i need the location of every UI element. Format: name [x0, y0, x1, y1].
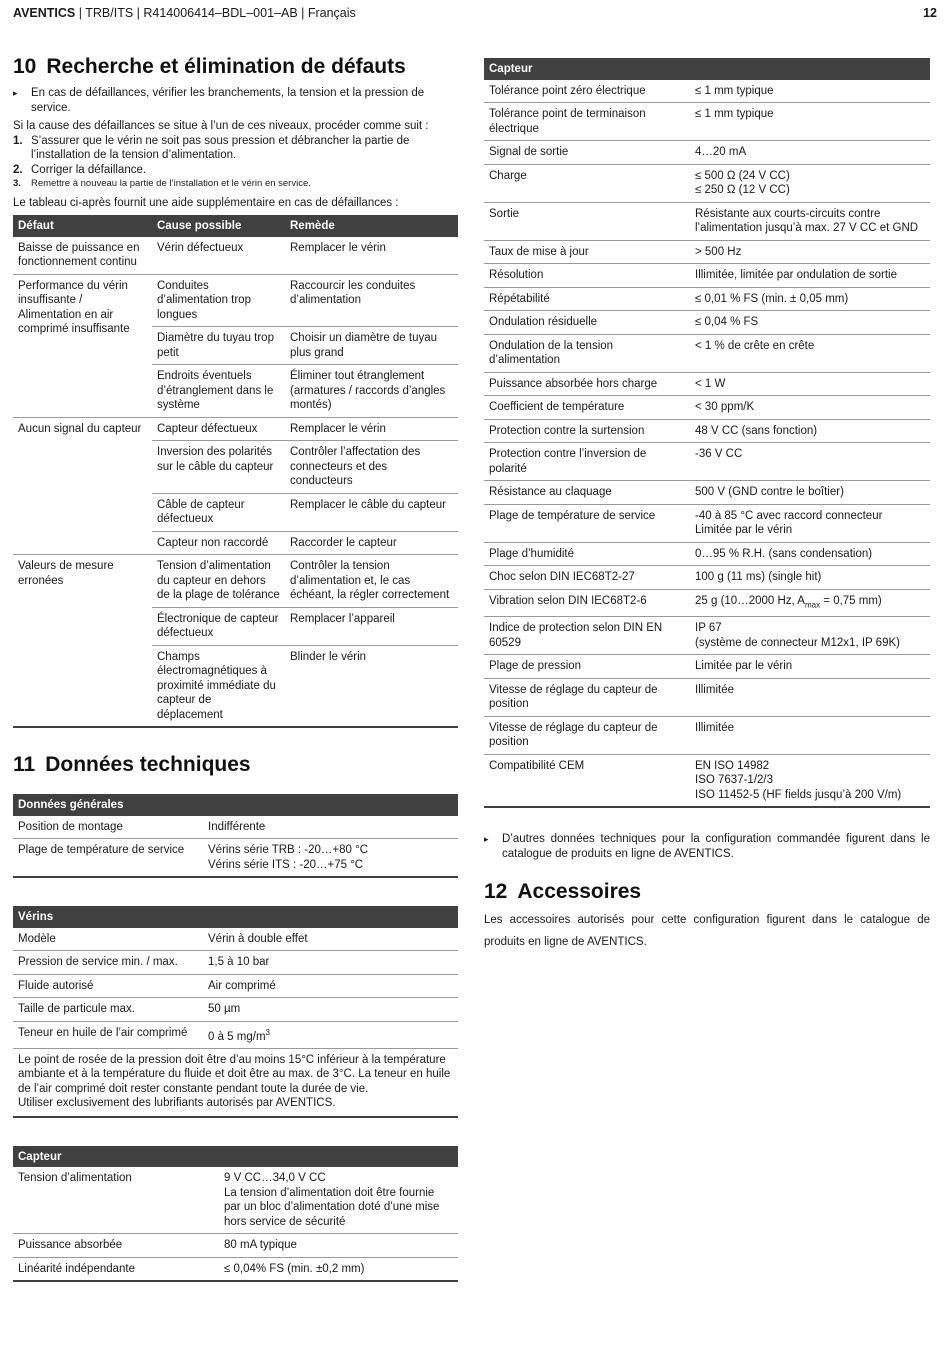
- table-row: [13, 928, 458, 951]
- spec-value: 100 g (11 ms) (single hit): [690, 566, 930, 590]
- spec-label: Vitesse de réglage du capteur de position: [484, 678, 690, 716]
- spec-value: ≤ 1 mm typique: [690, 103, 930, 141]
- cylinders-table: [13, 906, 458, 1118]
- spec-label: Tolérance point de terminaison électrique: [484, 103, 690, 141]
- table-heading: Capteur: [13, 1146, 458, 1168]
- table-row: [484, 80, 930, 103]
- spec-value: ≤ 0,01 % FS (min. ± 0,05 mm): [690, 287, 930, 311]
- spec-label: Résolution: [484, 264, 690, 288]
- defaut-cell: Aucun signal du capteur: [13, 417, 152, 555]
- spec-label: Ondulation de la tension d’alimentation: [484, 334, 690, 372]
- spec-value: 500 V (GND contre le boîtier): [690, 481, 930, 505]
- sensor-table-right: [484, 58, 930, 808]
- cause-cell: Endroits éventuels d’étranglement dans le système: [152, 365, 285, 418]
- spec-value: 4…20 mA: [690, 141, 930, 165]
- spec-label: Signal de sortie: [484, 141, 690, 165]
- spec-label: Plage de température de service: [484, 504, 690, 542]
- spec-value: 9 V CC…34,0 V CC La tension d’alimentation doit être fournie par un bloc d’alimentation doté d’une mise hors service de sécurité: [219, 1167, 458, 1234]
- accessories-text: Les accessoires autorisés pour cette configuration figurent dans le catalogue de produits en ligne de AVENTICS.: [484, 914, 930, 949]
- bullet-check-connections: ▸ En cas de défaillances, vérifier les branchements, la tension et la pression de service.: [13, 86, 458, 115]
- section-number: 10: [13, 55, 37, 78]
- table-row: [13, 974, 458, 998]
- spec-value: ≤ 500 Ω (24 V CC) ≤ 250 Ω (12 V CC): [690, 164, 930, 202]
- table-heading: Données générales: [13, 794, 458, 816]
- spec-label: Taux de mise à jour: [484, 240, 690, 264]
- document-reference: | TRB/ITS | R414006414–BDL–001–AB | Français: [75, 6, 356, 20]
- remede-cell: Remplacer le vérin: [285, 417, 458, 441]
- spec-label: Charge: [484, 164, 690, 202]
- general-data-table: [13, 794, 458, 878]
- table-heading: Capteur: [484, 58, 930, 80]
- step-2: 2. Corriger la défaillance.: [13, 163, 147, 176]
- table-row: [484, 311, 930, 335]
- table-row: [484, 617, 930, 655]
- cause-cell: Câble de capteur défectueux: [152, 493, 285, 531]
- table-row: [484, 481, 930, 505]
- table-row: [484, 443, 930, 481]
- section-number: 11: [13, 753, 36, 776]
- spec-value: < 1 % de crête en crête: [690, 334, 930, 372]
- spec-label: Taille de particule max.: [13, 998, 203, 1022]
- spec-label: Pression de service min. / max.: [13, 951, 203, 975]
- left-column: [13, 54, 458, 1282]
- page-header: [13, 6, 937, 24]
- col-header-remede: Remède: [285, 215, 458, 237]
- remede-cell: Contrôler l’affectation des connecteurs et des conducteurs: [285, 441, 458, 494]
- procedure-steps: [13, 134, 458, 192]
- table-row: [13, 839, 458, 878]
- table-row: [484, 589, 930, 617]
- remede-cell: Remplacer le vérin: [285, 237, 458, 275]
- remede-cell: Remplacer le câble du capteur: [285, 493, 458, 531]
- spec-label: Teneur en huile de l’air comprimé: [13, 1021, 203, 1048]
- spec-label: Vibration selon DIN IEC68T2-6: [484, 589, 690, 617]
- cause-cell: Électronique de capteur défectueux: [152, 607, 285, 645]
- spec-value: < 30 ppm/K: [690, 396, 930, 420]
- table-row: [484, 754, 930, 807]
- spec-label: Plage de température de service: [13, 839, 203, 878]
- troubleshooting-table: [13, 215, 458, 728]
- spec-label: Puissance absorbée hors charge: [484, 372, 690, 396]
- table-row: [484, 566, 930, 590]
- table-row: [13, 951, 458, 975]
- spec-value: Illimitée, limitée par ondulation de sortie: [690, 264, 930, 288]
- remede-cell: Raccorder le capteur: [285, 531, 458, 555]
- remede-cell: Blinder le vérin: [285, 645, 458, 727]
- spec-value: Vérins série TRB : -20…+80 °C Vérins série ITS : -20…+75 °C: [203, 839, 458, 878]
- section-10-heading: [13, 54, 458, 80]
- spec-label: Tension d’alimentation: [13, 1167, 219, 1234]
- cause-cell: Tension d’alimentation du capteur en dehors de la plage de tolérance: [152, 555, 285, 608]
- table-row: [13, 1167, 458, 1234]
- sensor-table-left: [13, 1146, 458, 1283]
- spec-label: Plage d’humidité: [484, 542, 690, 566]
- section-title: Accessoires: [517, 880, 642, 904]
- spec-value: Illimitée: [690, 678, 930, 716]
- table-row: [13, 237, 458, 275]
- cause-cell: Capteur non raccordé: [152, 531, 285, 555]
- table-row: [484, 678, 930, 716]
- spec-value: 50 µm: [203, 998, 458, 1022]
- spec-label: Protection contre l’inversion de polarité: [484, 443, 690, 481]
- spec-value: 0 à 5 $mg/m^3$: [203, 1021, 458, 1048]
- section-11-heading: [13, 752, 458, 778]
- table-row: [484, 264, 930, 288]
- table-row: [484, 504, 930, 542]
- cylinders-note: Le point de rosée de la pression doit être d’au moins 15°C inférieur à la température ambiante et à la température du fluide et doit être au max. de 3°C. La teneur en huile de l’air comprimé doit rester constante pendant toute la durée de vie. Utiliser exclusivement des lubrifiants autorisés par AVENTICS.: [13, 1048, 458, 1117]
- spec-value: 0…95 % R.H. (sans condensation): [690, 542, 930, 566]
- spec-value: Résistante aux courts-circuits contre l’alimentation jusqu’à max. 27 V CC et GND: [690, 202, 930, 240]
- table-row: [484, 164, 930, 202]
- table-row: [13, 1021, 458, 1048]
- table-header: [13, 215, 458, 237]
- table-row: [13, 274, 458, 327]
- section-12-heading: [484, 879, 930, 905]
- spec-value: Limitée par le vérin: [690, 655, 930, 679]
- spec-label: Plage de pression: [484, 655, 690, 679]
- spec-label: Ondulation résiduelle: [484, 311, 690, 335]
- table-heading: Vérins: [13, 906, 458, 928]
- spec-value: 1,5 à 10 bar: [203, 951, 458, 975]
- cause-cell: Champs électromagnétiques à proximité immédiate du capteur de déplacement: [152, 645, 285, 727]
- spec-label: Compatibilité CEM: [484, 754, 690, 807]
- spec-value: Indifférente: [203, 816, 458, 839]
- table-row: [13, 555, 458, 608]
- table-row: [13, 998, 458, 1022]
- table-row: [13, 816, 458, 839]
- spec-value: Air comprimé: [203, 974, 458, 998]
- remede-cell: Choisir un diamètre de tuyau plus grand: [285, 327, 458, 365]
- spec-value: -40 à 85 °C avec raccord connecteur Limitée par le vérin: [690, 504, 930, 542]
- spec-value: < 1 W: [690, 372, 930, 396]
- spec-label: Indice de protection selon DIN EN 60529: [484, 617, 690, 655]
- table-row: [13, 417, 458, 441]
- defaut-cell: Valeurs de mesure erronées: [13, 555, 152, 728]
- procedure-intro: Si la cause des défaillances se situe à l’un de ces niveaux, procéder comme suit :: [13, 120, 429, 132]
- table-row: [484, 542, 930, 566]
- col-header-cause: Cause possible: [152, 215, 285, 237]
- table-row: [484, 334, 930, 372]
- right-column: [484, 58, 930, 953]
- cause-cell: Conduites d’alimentation trop longues: [152, 274, 285, 327]
- table-row: [484, 141, 930, 165]
- spec-value: 25 g (10…2000 Hz, $A_{max} = 0,75$ mm): [690, 589, 930, 617]
- table-row: [484, 419, 930, 443]
- defaut-cell: Baisse de puissance en fonctionnement continu: [13, 237, 152, 275]
- spec-label: Choc selon DIN IEC68T2-27: [484, 566, 690, 590]
- spec-label: Fluide autorisé: [13, 974, 203, 998]
- spec-value: ≤ 0,04 % FS: [690, 311, 930, 335]
- spec-label: Coefficient de température: [484, 396, 690, 420]
- spec-label: Vitesse de réglage du capteur de position: [484, 716, 690, 754]
- spec-value: 48 V CC (sans fonction): [690, 419, 930, 443]
- table-row: [484, 103, 930, 141]
- spec-value: Illimitée: [690, 716, 930, 754]
- step-1: 1. S’assurer que le vérin ne soit pas sous pression et débrancher la partie de l’installation de la tension d’alimentation.: [13, 134, 410, 161]
- spec-label: Répétabilité: [484, 287, 690, 311]
- table-row: [484, 372, 930, 396]
- spec-value: ≤ 0,04% FS (min. ±0,2 mm): [219, 1257, 458, 1281]
- spec-label: Linéarité indépendante: [13, 1257, 219, 1281]
- table-row: [484, 240, 930, 264]
- cause-cell: Diamètre du tuyau trop petit: [152, 327, 285, 365]
- cause-cell: Capteur défectueux: [152, 417, 285, 441]
- spec-value: IP 67 (système de connecteur M12x1, IP 69K): [690, 617, 930, 655]
- spec-value: 80 mA typique: [219, 1234, 458, 1258]
- table-row: [484, 655, 930, 679]
- bullet-more-data: ▸ D’autres données techniques pour la configuration commandée figurent dans le catalogue de produits en ligne de AVENTICS.: [484, 832, 930, 861]
- table-intro: Le tableau ci-après fournit une aide supplémentaire en cas de défaillances :: [13, 196, 399, 209]
- remede-cell: Raccourcir les conduites d’alimentation: [285, 274, 458, 327]
- col-header-defaut: Défaut: [13, 215, 152, 237]
- table-row: [13, 1234, 458, 1258]
- spec-value: EN ISO 14982 ISO 7637-1/2/3 ISO 11452-5 (HF fields jusqu’à 200 V/m): [690, 754, 930, 807]
- remede-cell: Éliminer tout étranglement (armatures / raccords d’angles montés): [285, 365, 458, 418]
- remede-cell: Contrôler la tension d’alimentation et, le cas échéant, la régler correctement: [285, 555, 458, 608]
- table-row: [13, 1048, 458, 1117]
- spec-label: Position de montage: [13, 816, 203, 839]
- cause-cell: Inversion des polarités sur le câble du capteur: [152, 441, 285, 494]
- section-title: Recherche et élimination de défauts: [46, 55, 406, 78]
- spec-label: Modèle: [13, 928, 203, 951]
- table-row: [13, 1257, 458, 1281]
- spec-label: Protection contre la surtension: [484, 419, 690, 443]
- spec-label: Tolérance point zéro électrique: [484, 80, 690, 103]
- section-title: Données techniques: [45, 753, 251, 776]
- section-number: 12: [484, 880, 508, 904]
- remede-cell: Remplacer l’appareil: [285, 607, 458, 645]
- table-row: [484, 716, 930, 754]
- defaut-cell: Performance du vérin insuffisante / Alimentation en air comprimé insuffisante: [13, 274, 152, 417]
- brand-name: AVENTICS: [13, 6, 76, 20]
- table-row: [484, 396, 930, 420]
- page-number: 12: [923, 6, 937, 20]
- cause-cell: Vérin défectueux: [152, 237, 285, 275]
- spec-value: > 500 Hz: [690, 240, 930, 264]
- table-row: [484, 202, 930, 240]
- spec-value: ≤ 1 mm typique: [690, 80, 930, 103]
- spec-label: Puissance absorbée: [13, 1234, 219, 1258]
- spec-label: Sortie: [484, 202, 690, 240]
- spec-value: Vérin à double effet: [203, 928, 458, 951]
- table-row: [484, 287, 930, 311]
- spec-value: -36 V CC: [690, 443, 930, 481]
- spec-label: Résistance au claquage: [484, 481, 690, 505]
- step-3: 3. Remettre à nouveau la partie de l’installation et le vérin en service.: [13, 178, 311, 189]
